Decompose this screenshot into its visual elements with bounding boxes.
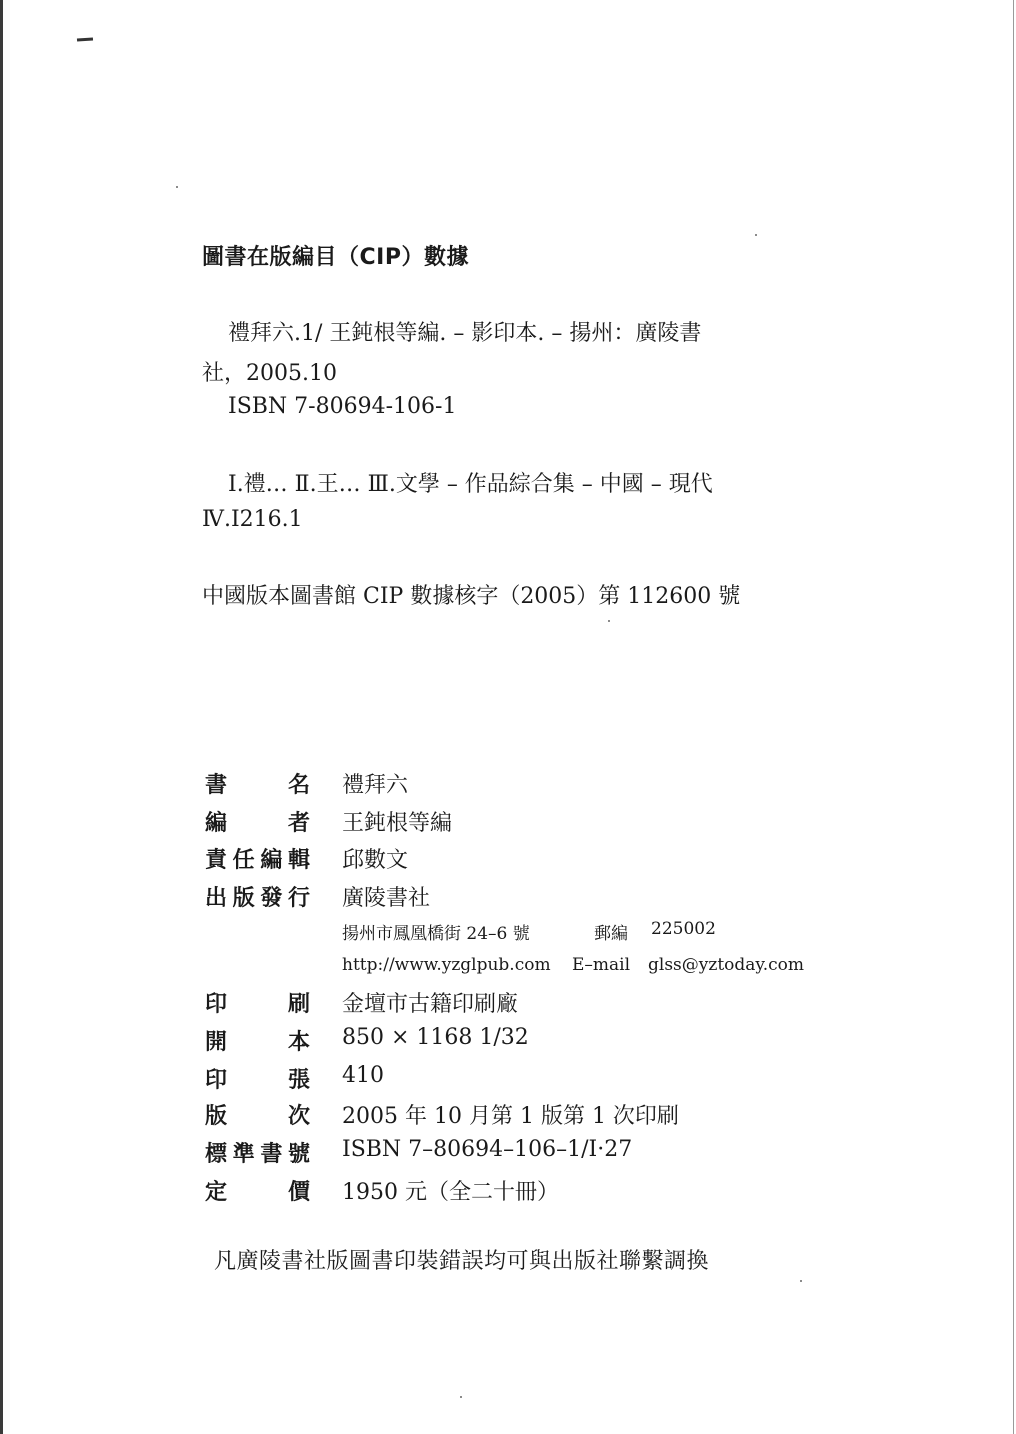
title-label: 書名 (205, 773, 310, 798)
cip-record-line: 社，2005.10 (202, 361, 337, 386)
cip-classification: Ⅳ.I216.1 (202, 507, 303, 532)
responsible-editor-value: 邱數文 (342, 848, 409, 873)
cip-verification-number: 中國版本圖書館 CIP 數據核字（2005）第 112600 號 (202, 584, 741, 609)
page-edge (1013, 0, 1014, 1434)
publisher-value: 廣陵書社 (342, 886, 431, 911)
scan-mark (77, 37, 93, 41)
cip-heading: 圖書在版編目（CIP）數據 (202, 245, 469, 270)
format-label: 開本 (205, 1030, 310, 1055)
postcode-label: 郵編 (594, 924, 628, 944)
price-label: 定價 (205, 1180, 310, 1205)
email-label: E–mail (572, 955, 631, 975)
editor-value: 王鈍根等編 (342, 811, 453, 836)
cip-isbn: ISBN 7-80694-106-1 (228, 394, 457, 419)
postcode-value: 225002 (651, 919, 716, 939)
publisher-email: glss@yztoday.com (648, 955, 805, 975)
scan-speck (176, 186, 178, 188)
printer-label: 印刷 (205, 992, 310, 1017)
scan-speck (608, 620, 610, 622)
scan-speck (755, 234, 757, 236)
page-edge (0, 0, 3, 1434)
edition-value: 2005 年 10 月第 1 版第 1 次印刷 (342, 1104, 679, 1129)
edition-label: 版次 (205, 1104, 310, 1129)
scan-speck (800, 1280, 802, 1282)
price-value: 1950 元（全二十冊） (342, 1180, 559, 1205)
sheets-value: 410 (342, 1063, 384, 1088)
publisher-label: 出版發行 (205, 886, 310, 911)
isbn-label: 標準書號 (205, 1142, 310, 1167)
scan-speck (460, 1396, 462, 1398)
format-value: 850 × 1168 1/32 (342, 1025, 529, 1050)
editor-label: 編者 (205, 811, 310, 836)
cip-record-line: 禮拜六.1/ 王鈍根等編. – 影印本. – 揚州：廣陵書 (228, 321, 702, 346)
printer-value: 金壇市古籍印刷廠 (342, 992, 519, 1017)
publisher-website: http://www.yzglpub.com (342, 955, 551, 975)
title-value: 禮拜六 (342, 773, 409, 798)
responsible-editor-label: 責任編輯 (205, 848, 310, 873)
sheets-label: 印張 (205, 1068, 310, 1093)
isbn-value: ISBN 7–80694–106–1/I·27 (342, 1137, 633, 1162)
publisher-address: 揚州市鳳凰橋街 24–6 號 (342, 924, 530, 944)
misprint-exchange-notice: 凡廣陵書社版圖書印裝錯誤均可與出版社聯繫調換 (214, 1249, 710, 1274)
cip-subject-line: Ⅰ.禮… Ⅱ.王… Ⅲ.文學 – 作品綜合集 – 中國 – 現代 (228, 472, 713, 497)
